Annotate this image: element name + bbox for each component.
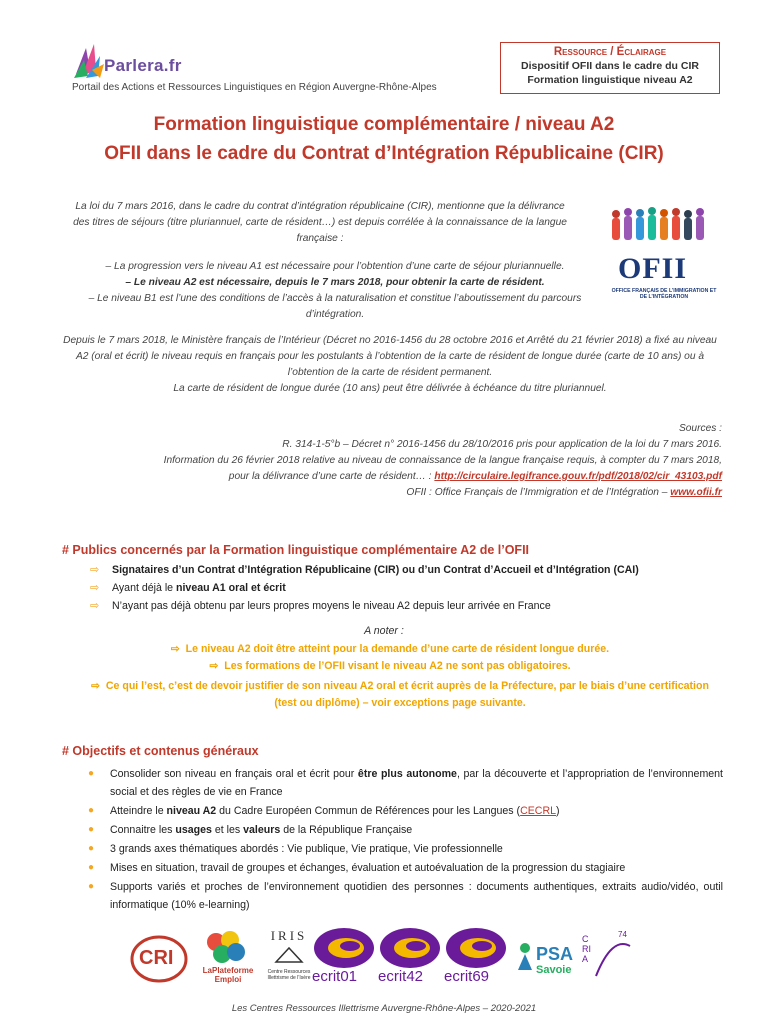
list-item <box>88 878 723 914</box>
decree-paragraph: Depuis le 7 mars 2018, le Ministère français de l’Intérieur (Décret no 2016-1456 du 28 octobre 2016 et Arrêté du 21 février 2018) a fixé au niveau A2 (oral et écrit) le niveau requis en français pour les postulants à l’obtention de la carte de résident de longue durée (carte de 10 ans) ou à l’obtention de la carte de résident permanent. <box>63 335 717 378</box>
cria-number: 74 <box>618 930 627 939</box>
list-item <box>88 840 723 858</box>
item-bold: valeurs <box>243 824 281 836</box>
ecrit42-text: ecrit42 <box>378 968 424 985</box>
list-item <box>90 597 730 615</box>
logo-subtitle: Portail des Actions et Ressources Linguistiques en Région Auvergne-Rhône-Alpes <box>72 82 437 93</box>
note-label: A noter : <box>364 625 404 637</box>
level-b1: – Le niveau B1 est l’une des conditions de l’accès à la naturalisation et constitue l’aboutissement du parcours d’intégration. <box>88 293 582 320</box>
list-item-text: N’ayant pas déjà obtenu par leurs propres moyens le niveau A2 depuis leur arrivée en France <box>112 600 551 612</box>
item-bold: être plus autonome <box>357 768 457 780</box>
note-text: Le niveau A2 doit être atteint pour la demande d’une carte de résident longue durée. <box>185 643 610 655</box>
people-silhouettes-icon <box>608 206 712 246</box>
bullet-icon: ● <box>88 862 95 873</box>
source-circular-text: pour la délivrance d’une carte de résident… : <box>228 471 432 482</box>
iris-logo-text: IRIS <box>270 928 308 943</box>
list-item <box>88 765 723 801</box>
ofii-tagline: OFFICE FRANÇAIS DE L’IMMIGRATION ET DE L’INTÉGRATION <box>611 288 717 300</box>
arrow-right-icon: ⇨ <box>90 582 100 594</box>
psa-savoie-logo <box>514 942 574 988</box>
list-item <box>88 859 723 877</box>
ecrit01-text: ecrit01 <box>312 968 358 985</box>
ofii-wordmark: OFII <box>618 252 688 285</box>
cecrl-link[interactable]: CECRL <box>520 805 557 817</box>
iris-house-icon <box>274 944 304 964</box>
ofii-link[interactable]: www.ofii.fr <box>670 487 722 498</box>
bullet-icon: ● <box>88 768 95 779</box>
item-text: de la République Française <box>283 824 413 836</box>
cria74-logo <box>580 930 636 988</box>
source-ofii <box>60 485 722 501</box>
item-text: Connaitre les <box>110 824 173 836</box>
parlera-book-icon <box>72 40 106 80</box>
parlera-logo <box>72 40 437 100</box>
item-bold: niveau A2 <box>166 805 217 817</box>
cri-logo <box>130 934 188 984</box>
resource-title: Ressource / Éclairage <box>553 46 667 58</box>
bullet-icon: ● <box>88 843 95 854</box>
plateforme-logo <box>198 930 258 988</box>
page-subtitle: OFII dans le cadre du Contrat d’Intégration Républicaine (CIR) <box>104 143 664 164</box>
arrow-right-icon: ⇨ <box>90 600 100 612</box>
source-information: Information du 26 février 2018 relative au niveau de connaissance de la langue française requis, à compter du 7 mars 2018, <box>163 455 722 466</box>
page-title: Formation linguistique complémentaire / niveau A2 <box>153 114 615 135</box>
sources-block <box>60 421 722 501</box>
item-text: 3 grands axes thématiques abordés : Vie publique, Vie pratique, Vie professionnelle <box>110 843 503 855</box>
item-text: , par la découverte et l’appropriation de l’environnement social et des règles de vie en France <box>110 768 723 798</box>
cri-logo-text: CRI <box>139 947 174 969</box>
iris-logo-sub: Centre Ressources Illettrisme de l’Isère <box>267 969 311 981</box>
intro-paragraph: La loi du 7 mars 2016, dans le cadre du contrat d’intégration républicaine (CIR), mentionne que la délivrance des titres de séjours (titre pluriannuel, carte de résident…) est depuis corrélée à la connaissance de la langue française : <box>73 201 567 244</box>
list-item-text: Signataires d’un Contrat d’Intégration Républicaine (CIR) ou d’un Contrat d’Accueil et d’Intégration (CAI) <box>112 564 639 576</box>
section-heading-objectifs: # Objectifs et contenus généraux <box>62 744 259 758</box>
list-item <box>88 821 723 839</box>
note-text: Ce qui l’est, c’est de devoir justifier de son niveau A2 oral et écrit auprès de la Préfecture, par le biais d’une certification (test ou diplôme) – voir exceptions page suivante. <box>105 680 709 709</box>
arrow-right-icon: ⇨ <box>170 643 180 655</box>
note-text: Les formations de l’OFII visant le niveau A2 ne sont pas obligatoires. <box>224 660 571 672</box>
logo-text: Parlera.fr <box>104 56 182 75</box>
objectifs-list <box>88 765 723 915</box>
item-text: et les <box>214 824 241 836</box>
list-item-bold: niveau A1 oral et écrit <box>176 582 286 594</box>
level-a1: – La progression vers le niveau A1 est nécessaire pour l’obtention d’une carte de séjour pluriannuelle. <box>105 261 565 272</box>
arrow-right-icon: ⇨ <box>90 564 100 576</box>
publics-list <box>90 561 730 615</box>
resource-line-2: Formation linguistique niveau A2 <box>527 74 693 86</box>
sources-label: Sources : <box>678 423 722 434</box>
plateforme-logo-text: LaPlateforme Emploi <box>202 966 254 984</box>
psa-text: PSA <box>536 944 574 964</box>
residence-card-note: La carte de résident de longue durée (10 ans) peut être délivrée à échéance du titre pluriannuel. <box>173 383 607 394</box>
list-item-text: Ayant déjà le <box>112 582 174 594</box>
bullet-icon: ● <box>88 881 95 892</box>
resource-line-1: Dispositif OFII dans le cadre du CIR <box>521 60 699 72</box>
section-heading-publics: # Publics concernés par la Formation linguistique complémentaire A2 de l’OFII <box>62 543 530 557</box>
ecrit-swirl-icon <box>312 926 508 970</box>
intro-decree <box>60 333 720 397</box>
source-ofii-text: OFII : Office Français de l’Immigration et de l’Intégration – <box>406 487 668 498</box>
note-item <box>80 678 720 712</box>
partner-logos <box>130 924 640 992</box>
footer: Les Centres Ressources Illettrisme Auvergne-Rhône-Alpes – 2020-2021 <box>231 1003 537 1014</box>
resource-box <box>500 42 720 94</box>
bullet-icon: ● <box>88 824 95 835</box>
intro-levels <box>70 259 600 323</box>
iris-logo <box>264 928 314 988</box>
ecrit-logos <box>312 926 508 988</box>
ecrit69-text: ecrit69 <box>444 968 490 985</box>
item-text: Supports variés et proches de l’environnement quotidien des personnes : documents authentiques, extraits audio/vidéo, outil informatique (10% e-learning) <box>110 881 723 911</box>
level-a2: – Le niveau A2 est nécessaire, depuis le 7 mars 2018, pour obtenir la carte de résident. <box>125 277 545 288</box>
arrow-right-icon: ⇨ <box>91 680 100 692</box>
ofii-logo <box>602 206 720 306</box>
note-item <box>160 658 620 675</box>
psa-figure-icon <box>514 942 536 972</box>
source-decree: R. 314-1-5°b – Décret n° 2016-1456 du 28/10/2016 pris pour application de la loi du 7 mars 2016. <box>282 439 722 450</box>
list-item <box>88 802 723 820</box>
circular-link[interactable]: http://circulaire.legifrance.gouv.fr/pdf/2018/02/cir_43103.pdf <box>434 471 722 482</box>
list-item <box>90 561 730 579</box>
item-text: Mises en situation, travail de groupes et échanges, évaluation et autoévaluation de la progression du stagiaire <box>110 862 626 874</box>
list-item <box>90 579 730 597</box>
bullet-icon: ● <box>88 805 95 816</box>
arrow-right-icon: ⇨ <box>209 660 219 672</box>
item-text: Consolider son niveau en français oral et écrit pour <box>110 768 355 780</box>
item-text: du Cadre Européen Commun de Références pour les Langues ( <box>219 805 521 817</box>
cria-swoosh-icon <box>592 940 632 980</box>
source-circular <box>60 469 722 485</box>
psa-savoie-text: Savoie <box>536 964 572 976</box>
item-text: ) <box>556 805 560 817</box>
cria-text: CRIA <box>582 934 591 964</box>
item-text: Atteindre le <box>110 805 164 817</box>
note-item <box>120 641 660 658</box>
item-bold: usages <box>175 824 212 836</box>
